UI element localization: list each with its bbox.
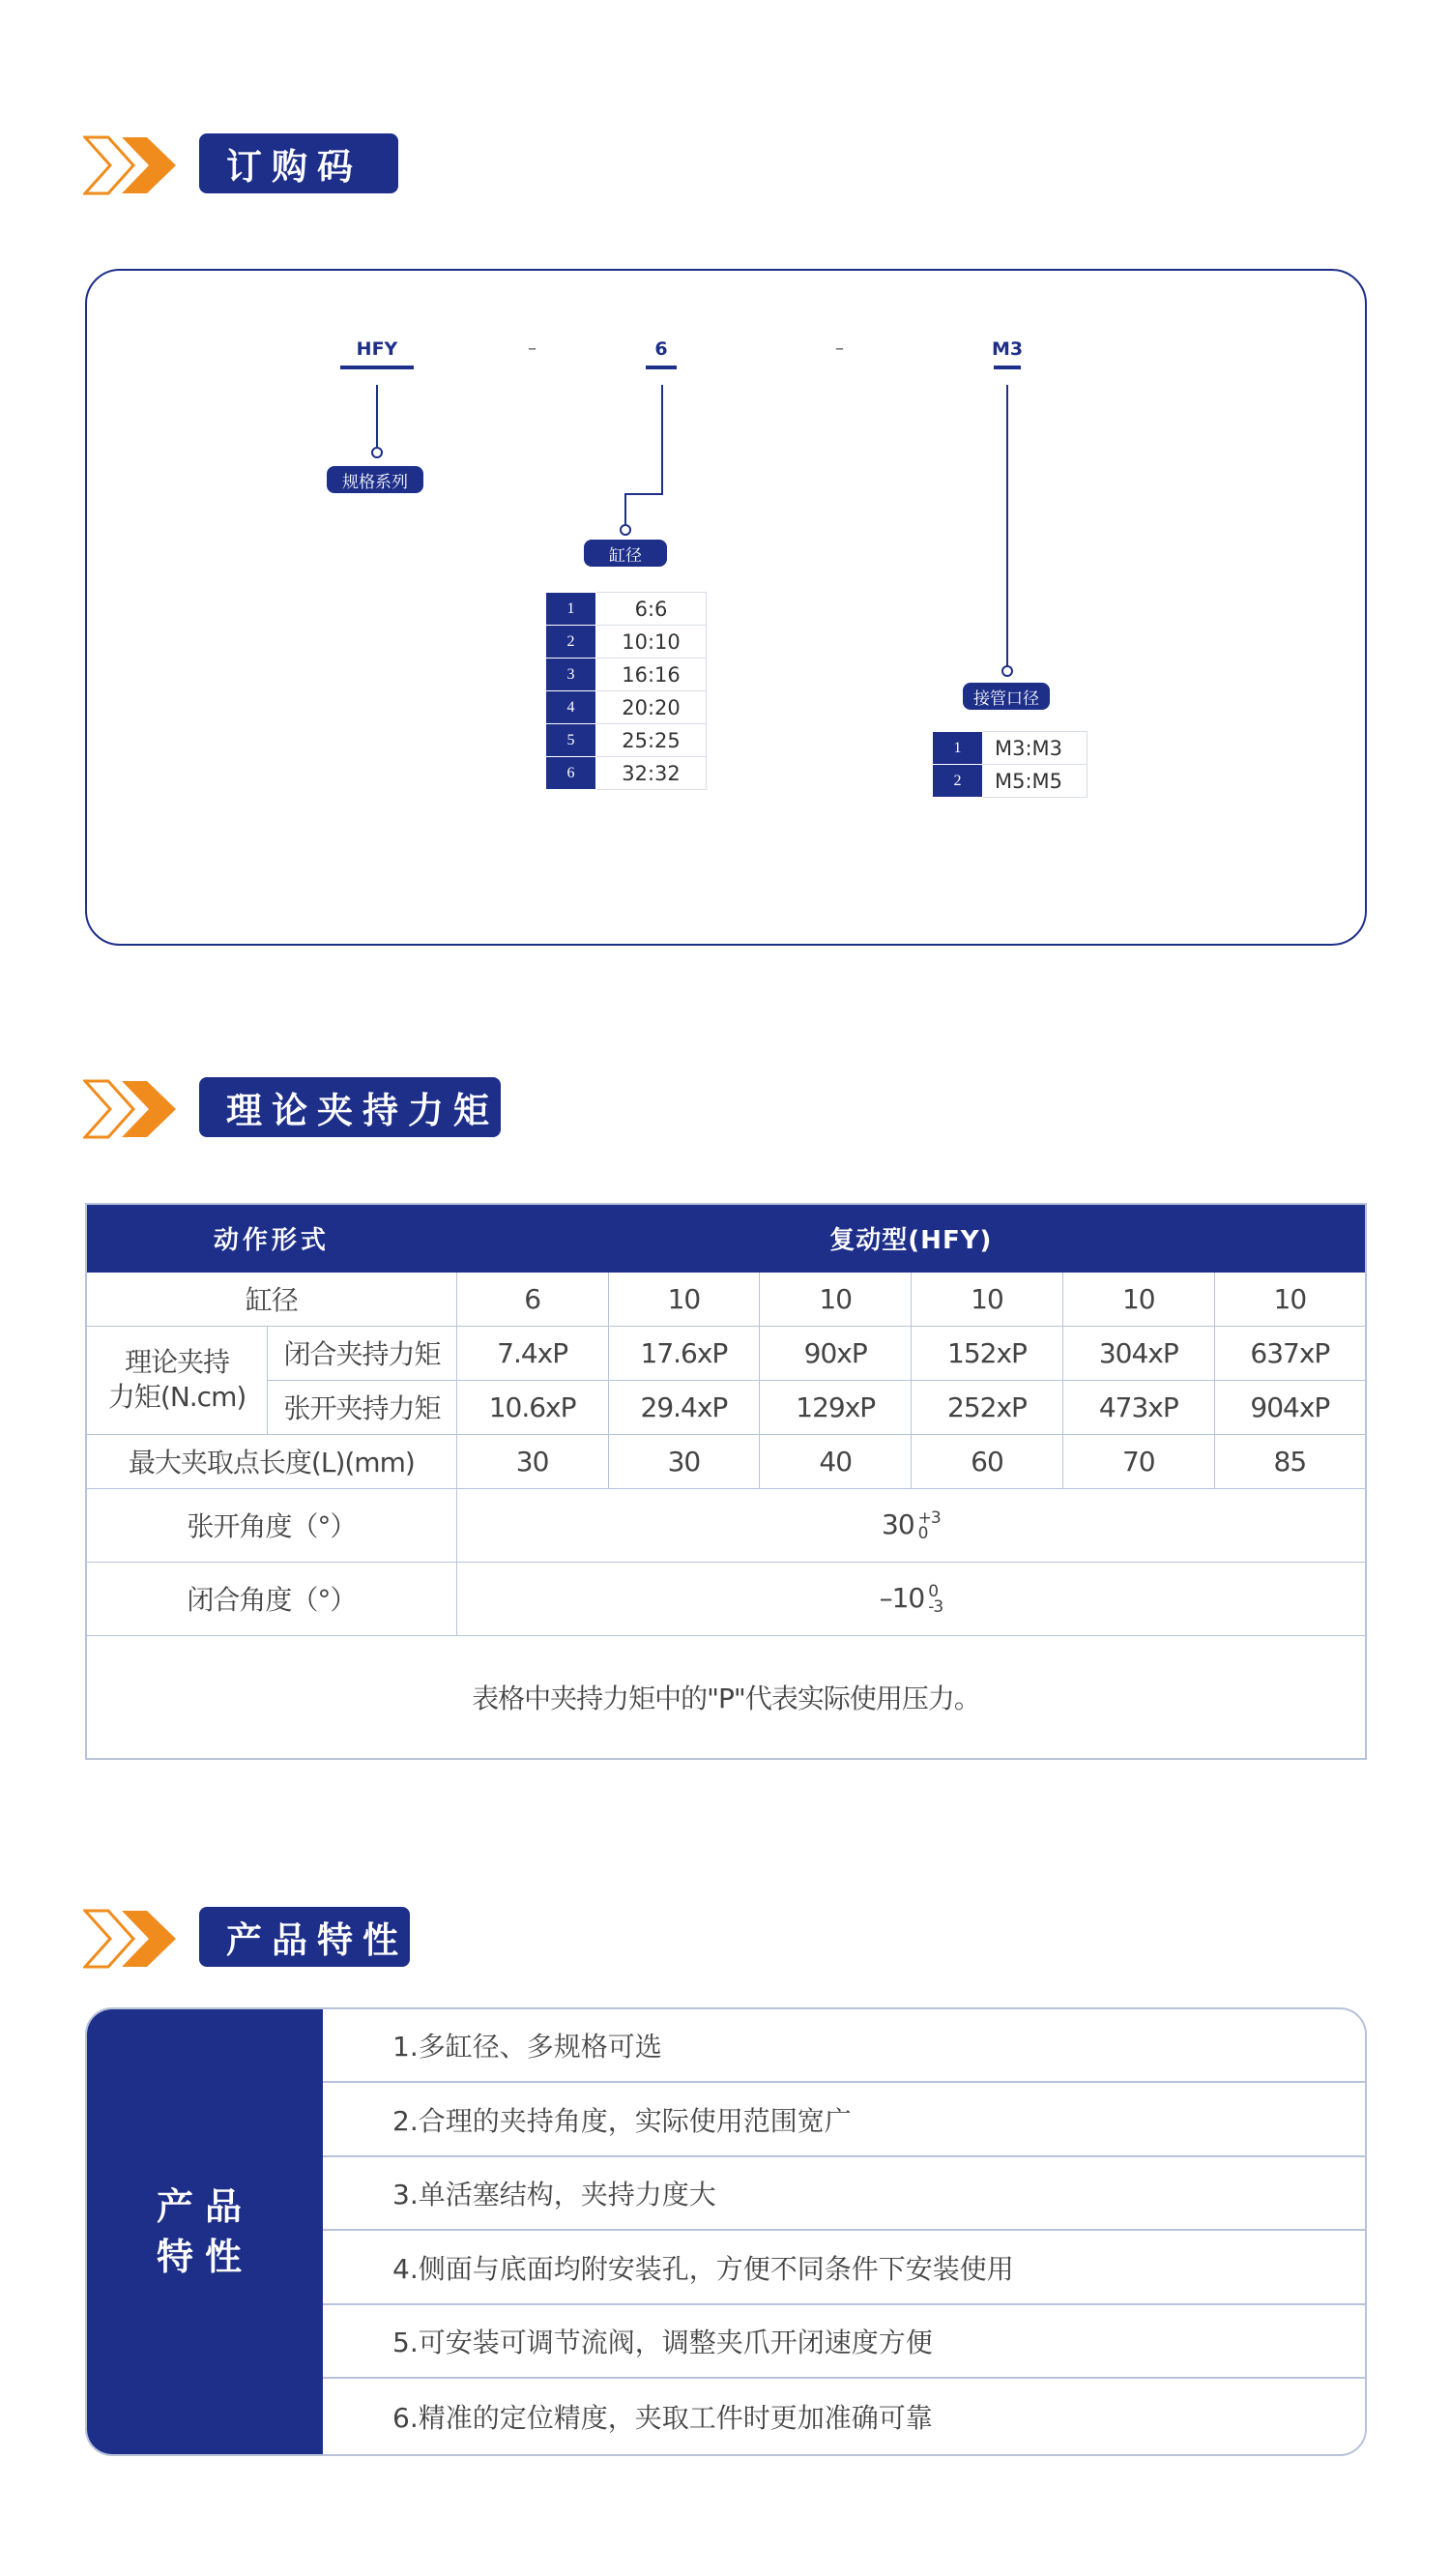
row-label-open: 张开夹持力矩 (268, 1380, 457, 1434)
code-port: M3 (992, 338, 1024, 360)
row-label-bore: 缸径 (86, 1272, 456, 1326)
tolerance: 0 -3 (928, 1582, 943, 1617)
option-row (546, 724, 707, 757)
option-row (546, 593, 707, 626)
bore-cell: 6 (456, 1272, 608, 1326)
option-value: 6:6 (596, 593, 707, 626)
open-torque-cell: 252xP (912, 1380, 1063, 1434)
close-torque-cell: 304xP (1062, 1326, 1214, 1380)
torque-group-line1: 理论夹持 (125, 1346, 230, 1378)
bore-cell: 10 (760, 1272, 912, 1326)
label-series: 规格系列 (327, 466, 423, 493)
code-underline (340, 366, 414, 369)
option-number: 2 (546, 626, 596, 659)
connector-line (1006, 385, 1008, 667)
option-row (546, 659, 707, 691)
bore-options-table (545, 592, 707, 790)
connector-line (624, 493, 663, 495)
row-label-length: 最大夹取点长度(L)(mm) (86, 1434, 456, 1488)
length-cell: 30 (456, 1434, 608, 1488)
close-torque-cell: 90xP (760, 1326, 912, 1380)
open-torque-cell: 904xP (1214, 1380, 1366, 1434)
bore-cell: 10 (1062, 1272, 1214, 1326)
bore-cell: 10 (1214, 1272, 1366, 1326)
code-bore: 6 (654, 338, 668, 360)
close-torque-cell: 637xP (1214, 1326, 1366, 1380)
connector-line (661, 385, 663, 495)
close-torque-cell: 17.6xP (608, 1326, 760, 1380)
option-row (933, 732, 1088, 765)
option-row (546, 691, 707, 724)
double-chevron-icon (83, 132, 189, 199)
feature-item: 4.侧面与底面均附安装孔，方便不同条件下安装使用 (323, 2232, 1367, 2305)
feature-item: 5.可安装可调节流阀，调整夹爪开闭速度方便 (323, 2305, 1367, 2379)
option-value: 25:25 (596, 724, 707, 757)
order-code-panel (85, 269, 1367, 946)
option-value: M3:M3 (983, 732, 1088, 765)
bore-cell: 10 (608, 1272, 760, 1326)
close-torque-cell: 152xP (912, 1326, 1063, 1380)
features-label: 产品 特性 (87, 2009, 323, 2454)
option-number: 2 (933, 765, 983, 798)
double-chevron-icon (83, 1075, 189, 1143)
torque-group-line2: 力矩(N.cm) (107, 1381, 246, 1413)
length-cell: 30 (608, 1434, 760, 1488)
open-torque-cell: 29.4xP (608, 1380, 760, 1434)
option-number: 3 (546, 659, 596, 691)
option-number: 5 (546, 724, 596, 757)
header-double-acting: 复动型(HFY) (456, 1204, 1366, 1272)
header-action-type: 动作形式 (86, 1204, 456, 1272)
open-torque-cell: 10.6xP (456, 1380, 608, 1434)
connector-dot (371, 447, 383, 458)
option-row (546, 626, 707, 659)
double-chevron-icon (83, 1905, 189, 1973)
row-label-close-angle: 闭合角度（°） (86, 1562, 456, 1635)
feature-item: 6.精准的定位精度，夹取工件时更加准确可靠 (392, 2401, 933, 2434)
option-value: 20:20 (596, 691, 707, 724)
row-label-open-angle: 张开角度（°） (86, 1488, 456, 1562)
close-torque-cell: 7.4xP (456, 1326, 608, 1380)
option-value: 10:10 (596, 626, 707, 659)
section-title: 订购码 (199, 133, 398, 193)
features-panel (85, 2007, 1367, 2456)
option-number: 6 (546, 757, 596, 790)
option-number: 1 (933, 732, 983, 765)
length-cell: 60 (912, 1434, 1063, 1488)
torque-table (85, 1203, 1367, 1760)
open-torque-cell: 473xP (1062, 1380, 1214, 1434)
code-series: HFY (356, 338, 398, 360)
connector-dot (1001, 665, 1013, 677)
section-title: 理论夹持力矩 (199, 1077, 501, 1137)
open-torque-cell: 129xP (760, 1380, 912, 1434)
row-label-torque (86, 1326, 268, 1434)
option-number: 4 (546, 691, 596, 724)
length-cell: 70 (1062, 1434, 1214, 1488)
section-title: 产品特性 (199, 1907, 410, 1967)
label-bore: 缸径 (584, 540, 667, 567)
option-row (546, 757, 707, 790)
feature-item: 2.合理的夹持角度，实际使用范围宽广 (323, 2084, 1367, 2157)
feature-item: 1.多缸径、多规格可选 (323, 2009, 1367, 2083)
bore-cell: 10 (912, 1272, 1063, 1326)
separator: – (528, 338, 536, 359)
length-cell: 85 (1214, 1434, 1366, 1488)
label-port: 接管口径 (963, 683, 1050, 710)
length-cell: 40 (760, 1434, 912, 1488)
connector-line (624, 493, 626, 524)
port-options-table (932, 731, 1088, 798)
tolerance: +3 0 (917, 1508, 941, 1543)
option-value: M5:M5 (983, 765, 1088, 798)
option-value: 16:16 (596, 659, 707, 691)
code-underline (646, 366, 677, 369)
option-value: 32:32 (596, 757, 707, 790)
close-angle-value: –10 0 -3 (456, 1562, 1366, 1635)
option-row (933, 765, 1088, 798)
code-underline (994, 366, 1021, 369)
connector-line (376, 385, 378, 447)
separator: – (835, 338, 844, 359)
open-angle-value: 30 +3 0 (456, 1488, 1366, 1562)
table-note: 表格中夹持力矩中的"P"代表实际使用压力。 (86, 1635, 1366, 1759)
feature-item: 3.单活塞结构，夹持力度大 (323, 2157, 1367, 2231)
option-number: 1 (546, 593, 596, 626)
row-label-close: 闭合夹持力矩 (268, 1326, 457, 1380)
connector-dot (620, 524, 631, 536)
